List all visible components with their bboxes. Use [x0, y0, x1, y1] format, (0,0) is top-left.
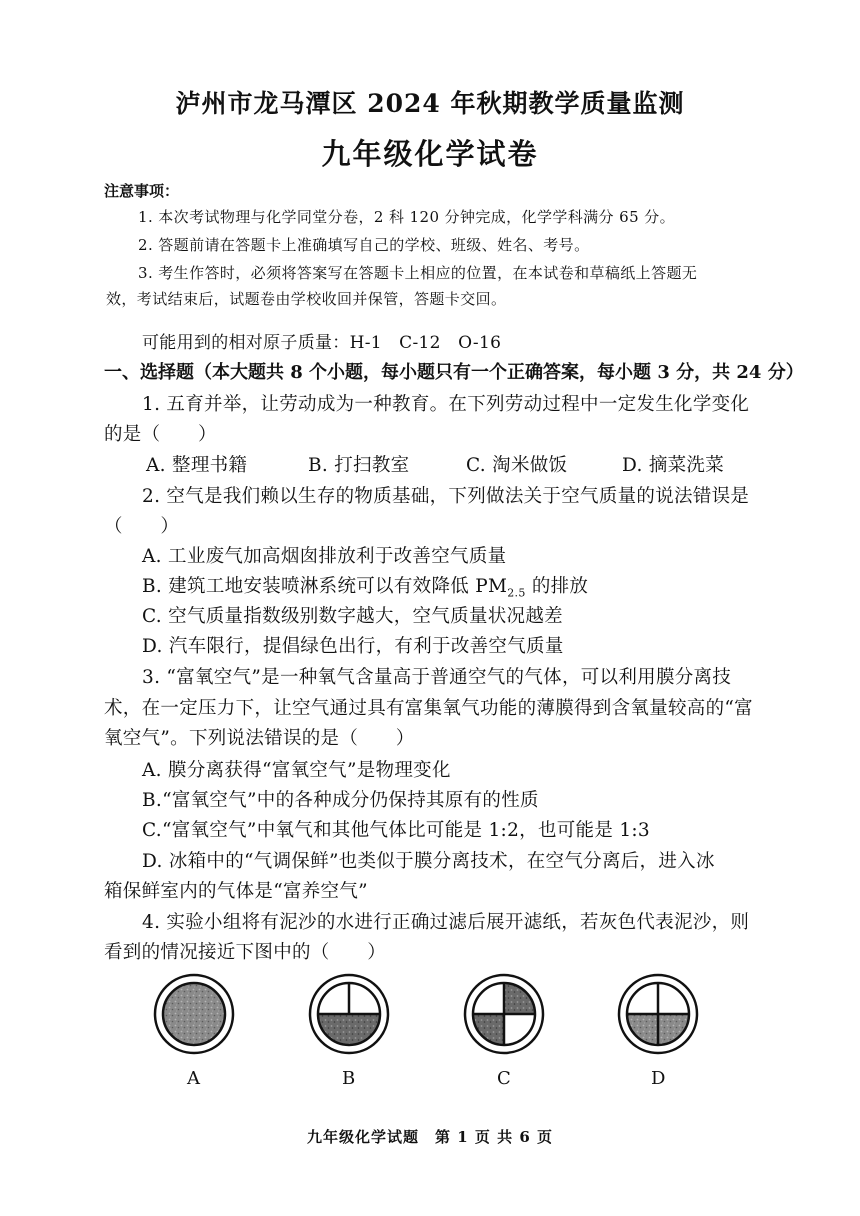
q3-stem-cont-1: 术，在一定压力下，让空气通过具有富集氧气功能的薄膜得到含氧量较高的“富 — [104, 698, 753, 719]
notice-item-3a: 3. 考生作答时，必须将答案写在答题卡上相应的位置，在本试卷和草稿纸上答题无 — [138, 264, 698, 282]
pm-subscript: 2.5 — [507, 586, 526, 600]
q1-option-d: D. 摘菜洗菜 — [622, 455, 725, 476]
q4-stem-cont: 看到的情况接近下图中的（ ） — [104, 942, 387, 963]
filter-paper-figure — [0, 970, 860, 1100]
filter-paper-a — [155, 975, 233, 1053]
q1-stem: 1. 五育并举，让劳动成为一种教育。在下列劳动过程中一定发生化学变化 — [142, 394, 750, 415]
q2-stem-cont: （ ） — [104, 516, 180, 537]
q3-option-c: C.“富氧空气”中氧气和其他气体比可能是 1:2，也可能是 1:3 — [142, 820, 651, 841]
notice-item-1: 1. 本次考试物理与化学同堂分卷，2 科 120 分钟完成，化学学科满分 65 分。 — [138, 208, 675, 226]
q1-option-b: B. 打扫教室 — [308, 455, 410, 476]
q2-option-a: A. 工业废气加高烟囱排放利于改善空气质量 — [142, 546, 507, 567]
figure-label-b: B — [342, 1068, 356, 1089]
q2-option-b-text: B. 建筑工地安装喷淋系统可以有效降低 PM — [142, 576, 508, 597]
q1-stem-cont: 的是（ ） — [104, 424, 217, 445]
atomic-mass-line: 可能用到的相对原子质量：H-1 C-12 O-16 — [142, 333, 502, 353]
q3-option-b: B.“富氧空气”中的各种成分仍保持其原有的性质 — [142, 790, 539, 811]
q2-stem: 2. 空气是我们赖以生存的物质基础，下列做法关于空气质量的说法错误是 — [142, 486, 750, 507]
q2-option-d: D. 汽车限行，提倡绿色出行，有利于改善空气质量 — [142, 636, 564, 657]
q3-stem: 3. “富氧空气”是一种氧气含量高于普通空气的气体，可以利用膜分离技 — [142, 667, 732, 688]
q2-option-b — [142, 572, 588, 600]
filter-paper-d — [619, 975, 697, 1053]
q3-option-d: D. 冰箱中的“气调保鲜”也类似于膜分离技术，在空气分离后，进入冰 — [142, 851, 715, 872]
notice-item-2: 2. 答题前请在答题卡上准确填写自己的学校、班级、姓名、考号。 — [138, 236, 590, 254]
q3-option-a: A. 膜分离获得“富氧空气”是物理变化 — [142, 760, 451, 781]
filter-paper-b — [310, 975, 388, 1053]
q3-stem-cont-2: 氧空气”。下列说法错误的是（ ） — [104, 728, 415, 749]
exam-subtitle: 九年级化学试卷 — [321, 137, 539, 171]
q1-option-a: A. 整理书籍 — [146, 455, 248, 476]
q1-option-c: C. 淘米做饭 — [466, 455, 568, 476]
filter-paper-c — [465, 975, 543, 1053]
q2-option-c: C. 空气质量指数级别数字越大，空气质量状况越差 — [142, 606, 563, 627]
page-footer: 九年级化学试题 第 1 页 共 6 页 — [307, 1128, 553, 1146]
q2-option-b-tail: 的排放 — [525, 576, 589, 597]
figure-label-c: C — [497, 1068, 511, 1089]
notice-item-3b: 效，考试结束后，试题卷由学校收回并保管，答题卡交回。 — [106, 290, 507, 308]
notice-heading: 注意事项： — [104, 182, 180, 200]
section-heading: 一、选择题（本大题共 8 个小题，每小题只有一个正确答案，每小题 3 分，共 24 分） — [104, 362, 804, 383]
figure-label-a: A — [187, 1068, 200, 1089]
exam-title: 泸州市龙马潭区 2024 年秋期教学质量监测 — [175, 89, 685, 118]
q4-stem: 4. 实验小组将有泥沙的水进行正确过滤后展开滤纸，若灰色代表泥沙，则 — [142, 912, 750, 933]
figure-label-d: D — [651, 1068, 666, 1089]
q3-option-d-cont: 箱保鲜室内的气体是“富养空气” — [104, 881, 368, 902]
